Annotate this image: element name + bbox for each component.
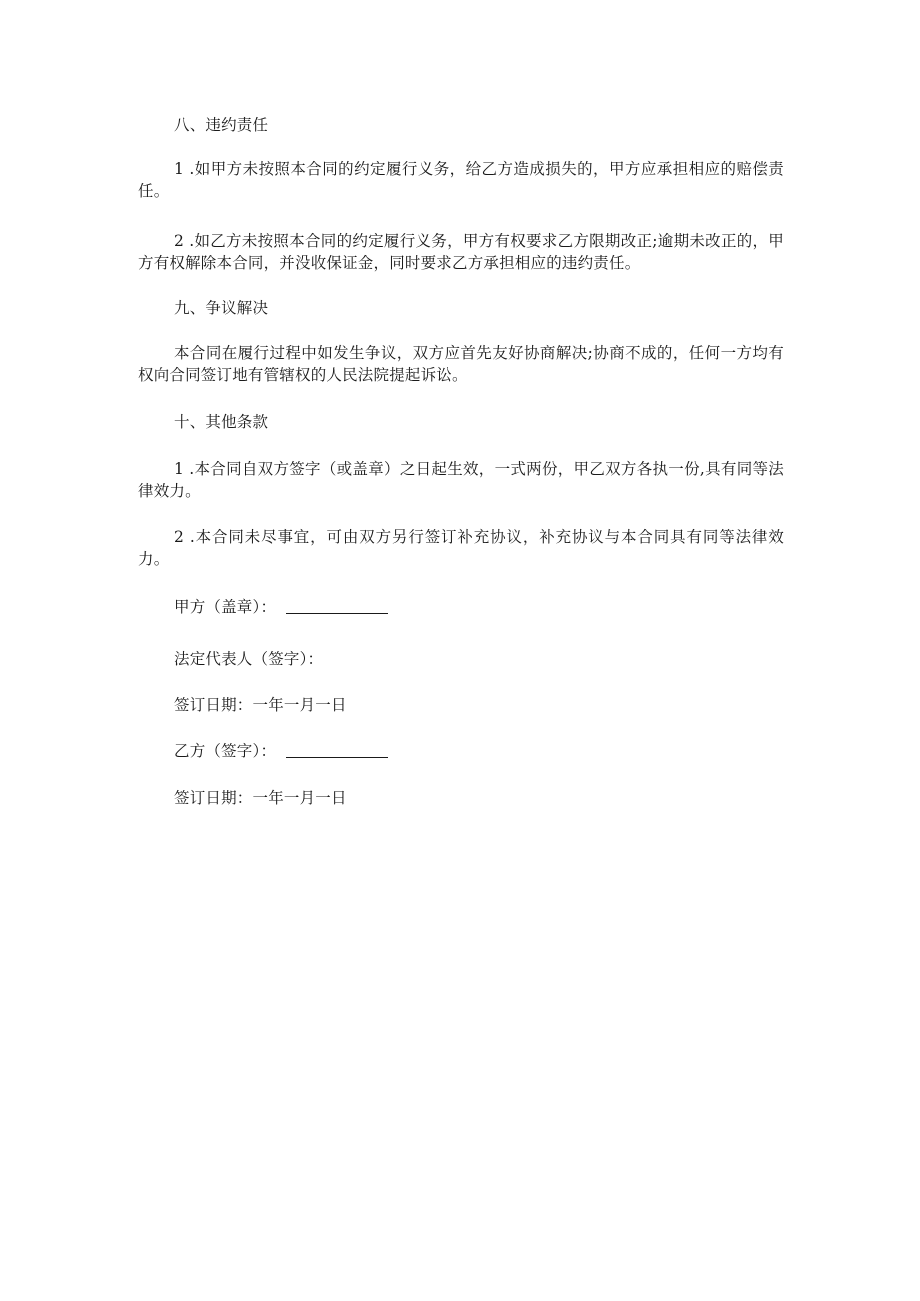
section-heading-dispute: 九、争议解决: [174, 299, 269, 317]
clause-breach-party-a: 1 .如甲方未按照本合同的约定履行义务，给乙方造成损失的，甲方应承担相应的赔偿责任。: [138, 160, 784, 200]
section-heading-breach: 八、违约责任: [174, 116, 269, 134]
party-a-signature-blank: [286, 597, 388, 614]
clause-effectiveness: 1 .本合同自双方签字（或盖章）之日起生效，一式两份，甲乙双方各执一份,具有同等法律效力。: [138, 460, 784, 500]
party-b-label: 乙方（签字）：: [174, 742, 277, 760]
clause-breach-party-b: 2 .如乙方未按照本合同的约定履行义务，甲方有权要求乙方限期改正;逾期未改正的，甲方有权解除本合同，并没收保证金，同时要求乙方承担相应的违约责任。: [138, 232, 784, 272]
signing-date-a: 签订日期：一年一月一日: [174, 696, 347, 714]
party-a-signature-line: [174, 596, 388, 618]
party-b-signature-line: [174, 740, 388, 762]
section-heading-other: 十、其他条款: [174, 413, 269, 431]
clause-dispute-resolution: 本合同在履行过程中如发生争议，双方应首先友好协商解决;协商不成的，任何一方均有权向合同签订地有管辖权的人民法院提起诉讼。: [138, 344, 784, 384]
party-a-label: 甲方（盖章）：: [174, 598, 277, 616]
legal-rep-label: 法定代表人（签字）：: [174, 650, 324, 668]
signing-date-b: 签订日期：一年一月一日: [174, 789, 347, 807]
clause-supplementary: 2 .本合同未尽事宜，可由双方另行签订补充协议，补充协议与本合同具有同等法律效力。: [138, 528, 784, 568]
party-b-signature-blank: [286, 741, 388, 758]
